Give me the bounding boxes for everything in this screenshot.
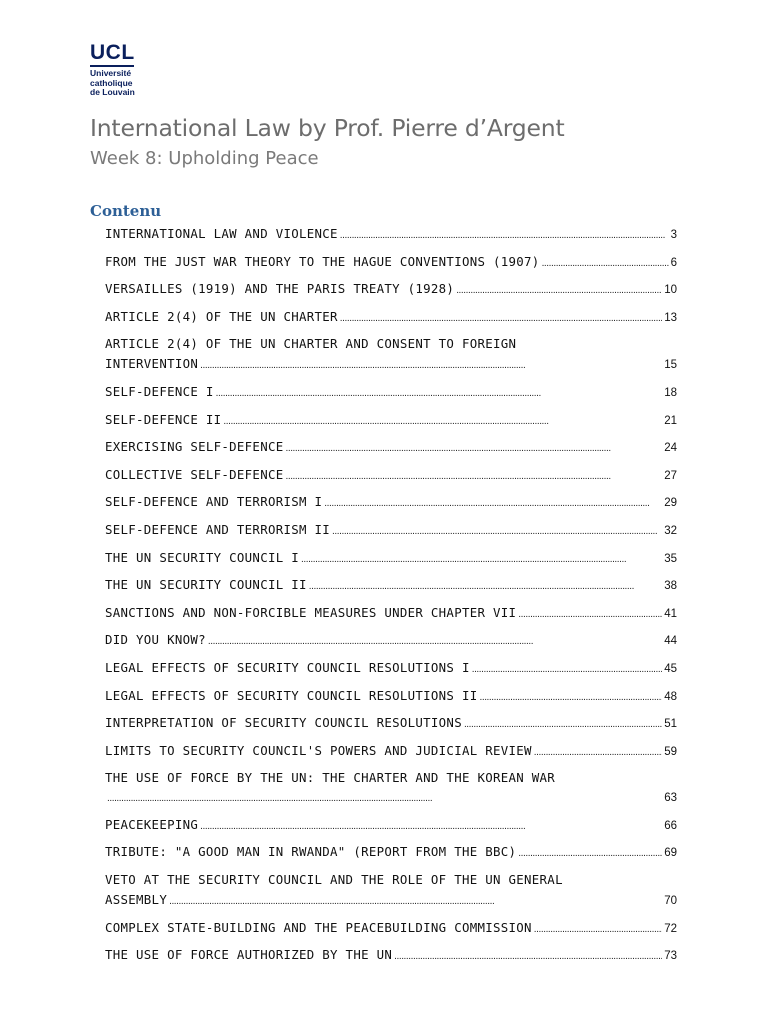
toc-page-number: 32 [664, 524, 677, 537]
toc-page-number: 13 [664, 311, 677, 324]
toc-dot-leader [107, 789, 662, 809]
toc-entry-title: ARTICLE 2(4) OF THE UN CHARTER AND CONSENT TO FOREIGN [105, 336, 517, 352]
toc-entry-line [105, 224, 677, 246]
toc-entry[interactable] [105, 603, 677, 625]
logo-line-3: de Louvain [90, 87, 135, 97]
table-of-contents [105, 224, 677, 973]
toc-entry-line [105, 575, 677, 597]
toc-page-number: 24 [664, 442, 677, 455]
toc-entry-title: INTERPRETATION OF SECURITY COUNCIL RESOLUTIONS [105, 715, 462, 731]
toc-dot-leader [324, 494, 662, 514]
toc-page-number: 51 [664, 718, 677, 731]
toc-entry[interactable] [105, 382, 677, 404]
logo-line-2: catholique [90, 77, 133, 88]
toc-dot-leader [223, 412, 662, 432]
toc-entry-line [105, 630, 677, 652]
toc-entry-line [105, 465, 677, 487]
toc-entry-line [105, 252, 677, 274]
toc-dot-leader [309, 577, 662, 597]
document-title: International Law by Prof. Pierre d’Argent [90, 114, 565, 142]
toc-entry-line [105, 307, 677, 329]
toc-page-number: 15 [664, 359, 677, 372]
toc-entry-title: DID YOU KNOW? [105, 632, 206, 648]
toc-entry-title: THE USE OF FORCE BY THE UN: THE CHARTER AND THE KOREAN WAR [105, 770, 556, 786]
toc-dot-leader [169, 892, 662, 912]
toc-entry-line [105, 945, 677, 967]
toc-entry-line [105, 890, 677, 912]
toc-dot-leader [479, 688, 662, 708]
toc-entry-title-continued: INTERVENTION [105, 356, 199, 372]
toc-page-number: 73 [664, 950, 677, 963]
toc-entry-line [105, 382, 677, 404]
toc-entry[interactable] [105, 870, 677, 912]
toc-entry-line [105, 410, 677, 432]
toc-entry[interactable] [105, 520, 677, 542]
toc-entry-line [105, 520, 677, 542]
toc-page-number: 41 [664, 607, 677, 620]
toc-entry-line [105, 842, 677, 864]
toc-entry[interactable] [105, 768, 677, 809]
toc-entry-title: INTERNATIONAL LAW AND VIOLENCE [105, 226, 338, 241]
toc-dot-leader [518, 844, 662, 864]
toc-entry[interactable] [105, 658, 677, 680]
toc-dot-leader [208, 632, 662, 652]
toc-entry-title: THE UN SECURITY COUNCIL II [105, 577, 307, 593]
logo-mark: UCL [90, 41, 135, 64]
toc-entry-title: SELF-DEFENCE AND TERRORISM II [105, 521, 331, 537]
toc-entry-title: SANCTIONS AND NON-FORCIBLE MEASURES UNDER CHAPTER VII [105, 604, 517, 620]
toc-dot-leader [464, 715, 662, 735]
toc-entry-line [105, 686, 677, 708]
toc-entry[interactable] [105, 842, 677, 864]
toc-dot-leader [340, 309, 662, 329]
toc-entry[interactable] [105, 945, 677, 967]
toc-entry-title-continued: ASSEMBLY [105, 892, 168, 908]
toc-page-number: 45 [664, 662, 677, 675]
toc-dot-leader [534, 743, 662, 763]
toc-entry-line [105, 279, 677, 301]
toc-entry-title: THE USE OF FORCE AUTHORIZED BY THE UN [105, 947, 393, 963]
toc-entry[interactable] [105, 548, 677, 570]
toc-dot-leader [285, 467, 662, 487]
toc-page-number: 21 [664, 414, 677, 427]
toc-entry[interactable] [105, 741, 677, 763]
toc-entry-line [105, 815, 677, 837]
toc-entry-title: ARTICLE 2(4) OF THE UN CHARTER [105, 308, 338, 324]
toc-page-number: 18 [664, 386, 677, 399]
toc-dot-leader [518, 605, 662, 625]
logo-line-1: Université [90, 68, 132, 78]
document-subtitle: Week 8: Upholding Peace [90, 148, 319, 169]
toc-entry-line [105, 603, 677, 625]
toc-entry[interactable] [105, 252, 677, 274]
toc-page-number: 6 [670, 256, 677, 269]
logo-divider [90, 65, 134, 67]
toc-entry-line [105, 918, 677, 940]
toc-page-number: 70 [664, 895, 677, 908]
toc-entry-line [105, 354, 677, 376]
toc-entry[interactable] [105, 815, 677, 837]
toc-entry-title: LEGAL EFFECTS OF SECURITY COUNCIL RESOLUTIONS II [105, 687, 478, 703]
toc-dot-leader [534, 920, 662, 940]
toc-entry[interactable] [105, 492, 677, 514]
toc-entry-title: PEACEKEEPING [105, 816, 199, 832]
toc-entry-title: SELF-DEFENCE I [105, 383, 214, 399]
toc-entry[interactable] [105, 279, 677, 301]
toc-page-number: 3 [670, 229, 677, 241]
toc-entry-title: COLLECTIVE SELF-DEFENCE [105, 466, 284, 482]
toc-entry-title: SELF-DEFENCE AND TERRORISM I [105, 494, 323, 510]
toc-page-number: 38 [664, 580, 677, 593]
toc-entry-title: SELF-DEFENCE II [105, 411, 222, 427]
toc-page-number: 10 [664, 284, 677, 297]
toc-entry-title: EXERCISING SELF-DEFENCE [105, 439, 284, 455]
toc-entry[interactable] [105, 630, 677, 652]
toc-entry-title: LEGAL EFFECTS OF SECURITY COUNCIL RESOLUTIONS I [105, 659, 470, 675]
toc-entry-title: THE UN SECURITY COUNCIL I [105, 549, 299, 565]
toc-page-number: 48 [664, 690, 677, 703]
toc-entry[interactable] [105, 465, 677, 487]
toc-entry[interactable] [105, 410, 677, 432]
toc-dot-leader [200, 817, 662, 837]
toc-page-number: 72 [664, 922, 677, 935]
ucl-logo [90, 42, 150, 98]
toc-heading: Contenu [90, 202, 162, 220]
toc-entry-line [105, 788, 677, 809]
toc-page-number: 44 [664, 635, 677, 648]
toc-entry[interactable] [105, 307, 677, 329]
toc-page-number: 69 [664, 847, 677, 860]
toc-dot-leader [456, 281, 662, 301]
toc-entry-title: COMPLEX STATE-BUILDING AND THE PEACEBUILDING COMMISSION [105, 919, 532, 935]
toc-entry-title: FROM THE JUST WAR THEORY TO THE HAGUE CONVENTIONS (1907) [105, 253, 540, 269]
toc-entry-line [105, 437, 677, 459]
toc-entry[interactable] [105, 575, 677, 597]
toc-entry[interactable] [105, 918, 677, 940]
toc-entry-title: LIMITS TO SECURITY COUNCIL'S POWERS AND JUDICIAL REVIEW [105, 742, 532, 758]
toc-entry-line [105, 658, 677, 680]
toc-dot-leader [301, 550, 662, 570]
toc-entry-title: VERSAILLES (1919) AND THE PARIS TREATY (1928) [105, 281, 455, 297]
toc-dot-leader [394, 947, 662, 967]
toc-entry-title: VETO AT THE SECURITY COUNCIL AND THE ROLE OF THE UN GENERAL [105, 872, 563, 888]
toc-entry[interactable] [105, 713, 677, 735]
toc-dot-leader [542, 254, 669, 274]
toc-entry-line [105, 713, 677, 735]
toc-page-number: 63 [664, 792, 677, 805]
toc-entry[interactable] [105, 437, 677, 459]
toc-dot-leader [285, 439, 662, 459]
toc-dot-leader [216, 384, 663, 404]
toc-page-number: 66 [664, 819, 677, 832]
toc-page-number: 59 [664, 745, 677, 758]
toc-entry[interactable] [105, 686, 677, 708]
toc-page-number: 27 [664, 469, 677, 482]
toc-entry-title: TRIBUTE: "A GOOD MAN IN RWANDA" (REPORT FROM THE BBC) [105, 844, 517, 860]
toc-entry-line [105, 492, 677, 514]
toc-dot-leader [200, 356, 662, 376]
toc-entry-line [105, 548, 677, 570]
toc-page-number: 29 [664, 497, 677, 510]
toc-entry[interactable] [105, 224, 677, 246]
toc-dot-leader [472, 660, 662, 680]
toc-dot-leader [332, 522, 662, 542]
toc-page-number: 35 [664, 552, 677, 565]
toc-entry-line [105, 741, 677, 763]
toc-dot-leader [340, 226, 669, 246]
toc-entry[interactable] [105, 334, 677, 376]
